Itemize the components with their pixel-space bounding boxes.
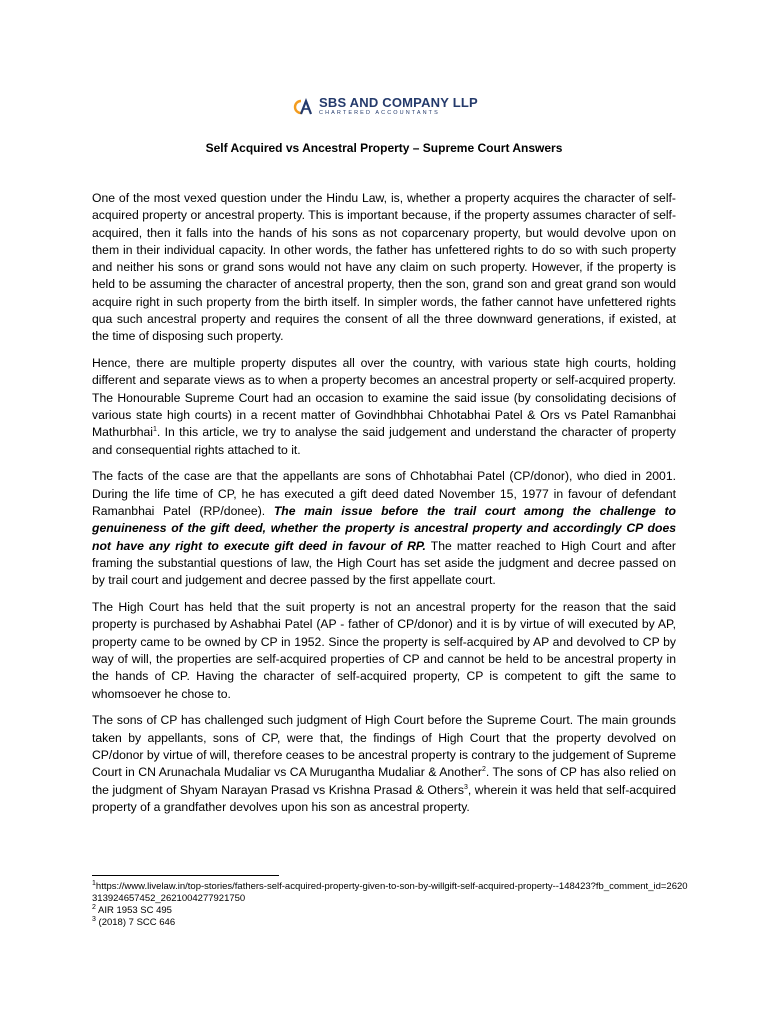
footnote-mark: 2 xyxy=(92,903,96,911)
document-title: Self Acquired vs Ancestral Property – Supreme Court Answers xyxy=(205,141,563,155)
paragraph-facts xyxy=(92,468,676,589)
company-logo xyxy=(291,96,478,117)
document-body xyxy=(92,190,676,826)
footnotes xyxy=(92,881,692,929)
footnote-3 xyxy=(92,917,692,929)
paragraph-text: , wherein it was held that self-acquired property of a grandfather devolves upon his son as ancestral property. xyxy=(92,782,676,814)
footnote-ref-2: 2 xyxy=(481,766,486,774)
footnote-text: (2018) 7 SCC 646 xyxy=(95,917,176,928)
paragraph-text: . The sons of CP has also relied on the judgment of Shyam Narayan Prasad vs Krishna Prasad & Others xyxy=(92,765,677,797)
company-name: SBS AND COMPANY LLP xyxy=(319,95,478,110)
company-subtitle: CHARTERED ACCOUNTANTS xyxy=(319,110,440,116)
footnote-mark: 1 xyxy=(92,879,96,887)
footnote-ref-3: 3 xyxy=(463,783,468,791)
footnote-mark: 3 xyxy=(92,915,96,923)
paragraph-text: The facts of the case are that the appellants are sons of Chhotabhai Patel (CP/donor), who died in 2001. During the life time of CP, he has executed a gift deed dated November 15, 1977 in favour of defendant Ramanbhai Patel (RP/donee). xyxy=(92,469,676,519)
paragraph-disputes xyxy=(92,355,676,459)
footnote-divider xyxy=(92,875,279,876)
paragraph-text: Hence, there are multiple property disputes all over the country, with various state high courts, holding different and separate views as to when a property becomes an ancestral property or self-acquired property. The Honourable Supreme Court had an occasion to examine the said issue (by consolidating decisions of various state high courts) in a recent matter of Govindhbhai Chhotabhai Patel & Ors vs Patel Ramanbhai Mathurbhai xyxy=(92,356,676,440)
footnote-text: AIR 1953 SC 495 xyxy=(95,905,172,916)
paragraph-text: The matter reached to High Court and after framing the substantial questions of law, the High Court has set aside the judgment and decree passed on by trail court and judgement and decree passed by the first appellate court. xyxy=(92,538,676,588)
paragraph-appeal xyxy=(92,712,676,816)
ca-logo-icon xyxy=(291,98,313,116)
footnote-link[interactable]: https://www.livelaw.in/top-stories/fathers-self-acquired-property-given-to-son-by-willgift-self-acquired-property--148423?fb_comment_id=2620313924657452_2621004277921750 xyxy=(92,881,688,904)
footnote-2 xyxy=(92,905,692,917)
footnote-ref-1: 1 xyxy=(152,426,157,434)
paragraph-text: . In this article, we try to analyse the said judgement and understand the character of property and consequential rights attached to it. xyxy=(92,425,676,457)
footnote-1 xyxy=(92,881,692,905)
paragraph-intro: One of the most vexed question under the Hindu Law, is, whether a property acquires the character of self-acquired property or ancestral property. This is important because, if the property assumes character of self-acquired, then it falls into the hands of his sons as not coparcenary property, but would devolve upon on them in their individual capacity. In other words, the father has unfettered rights to do so with such property and neither his sons or grand sons would not have any claim on such property. However, if the property is held to be assuming the character of ancestral property, then the son, grand son and great grand son would acquire right in such property from the birth itself. In simpler words, the father cannot have unfettered rights qua such ancestral property and requires the consent of all the three downward generations, if existed, at the time of disposing such property. xyxy=(92,191,676,344)
paragraph-high-court: The High Court has held that the suit property is not an ancestral property for the reason that the said property is purchased by Ashabhai Patel (AP - father of CP/donor) and it is by virtue of will executed by AP, property came to be owned by CP in 1952. Since the property is self-acquired by AP and devolved to CP by way of will, the properties are self-acquired properties of CP and cannot be held to be ancestral property in the hands of CP. Having the character of self-acquired property, CP is competent to gift the same to whomsoever he chose to. xyxy=(92,600,676,701)
main-issue-emphasis: The main issue before the trail court among the challenge to genuineness of the gift deed, whether the property is ancestral property and accordingly CP does not have any right to execute gift deed in favour of RP. xyxy=(92,504,676,553)
paragraph-text: The sons of CP has challenged such judgment of High Court before the Supreme Court. The main grounds taken by appellants, sons of CP, were that, the findings of High Court that the property devolved on CP/donor by virtue of will, therefore ceases to be ancestral property is contrary to the judgement of Supreme Court in CN Arunachala Mudaliar vs CA Murugantha Mudaliar & Another xyxy=(92,713,676,780)
